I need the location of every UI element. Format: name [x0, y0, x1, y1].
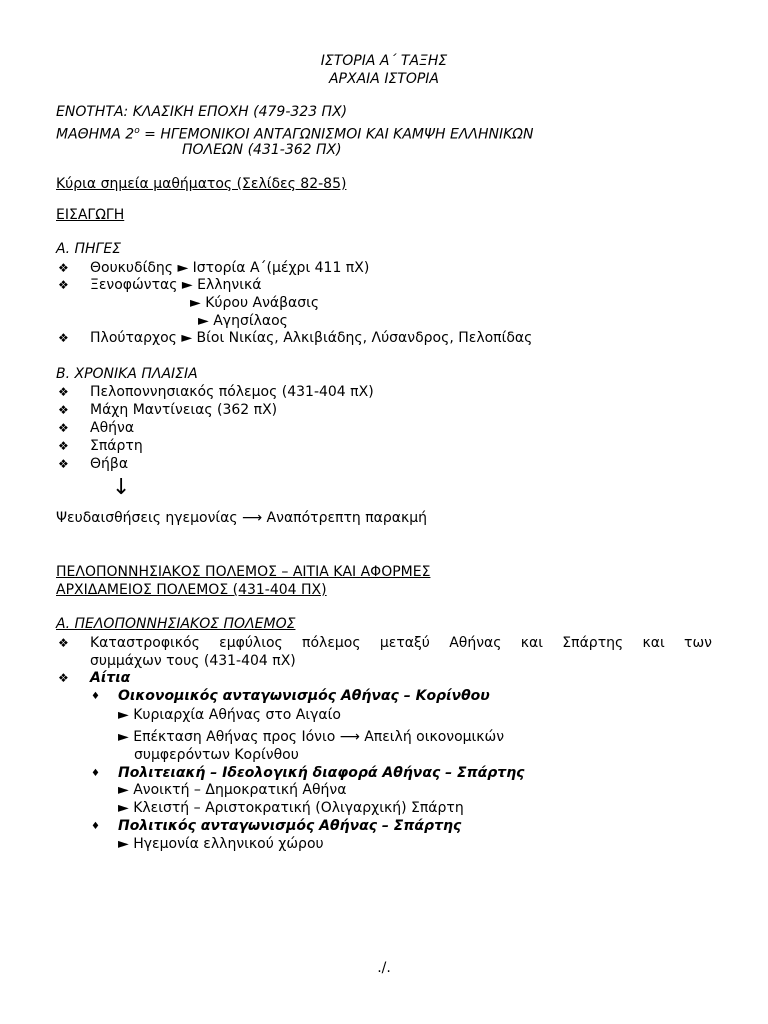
source-xenophon-agesilaus: ► Αγησίλαος — [198, 313, 288, 329]
lesson-sup: ο — [134, 126, 140, 136]
cause-ideological: Πολιτειακή – Ιδεολογική διαφορά Αθήνας – Σπάρτης — [118, 765, 525, 781]
cause-economic-point: ► Επέκταση Αθήνας προς Ιόνιο ⟶ Απειλή οικονομικών — [118, 729, 505, 745]
frame-item: Αθήνα — [90, 420, 135, 436]
sources-heading: Α. ΠΗΓΕΣ — [56, 241, 122, 257]
bullet-icon: ❖ — [58, 261, 69, 275]
intro-heading: ΕΙΣΑΓΩΓΗ — [56, 207, 125, 223]
cause-political-point: ► Ηγεμονία ελληνικού χώρου — [118, 836, 324, 852]
diamond-icon: ♦ — [91, 691, 100, 702]
lesson-title: = ΗΓΕΜΟΝΙΚΟΙ ΑΝΤΑΓΩΝΙΣΜΟΙ ΚΑΙ ΚΑΜΨΗ ΕΛΛΗΝΙΚΩΝ — [139, 126, 534, 143]
frames-heading: Β. ΧΡΟΝΙΚΑ ΠΛΑΙΣΙΑ — [56, 366, 198, 382]
cause-ideological-point: ► Κλειστή – Αριστοκρατική (Ολιγαρχική) Σπάρτη — [118, 800, 464, 816]
archidamian-heading: ΑΡΧΙΔΑΜΕΙΟΣ ΠΟΛΕΜΟΣ (431-404 ΠΧ) — [56, 582, 327, 598]
bullet-icon: ❖ — [58, 439, 69, 453]
diamond-icon: ♦ — [91, 821, 100, 832]
lesson-prefix: ΜΑΘΗΜΑ 2 — [56, 126, 135, 143]
frame-item: Σπάρτη — [90, 438, 143, 454]
bullet-icon: ❖ — [58, 421, 69, 435]
bullet-icon: ❖ — [58, 385, 69, 399]
frame-item: Πελοποννησιακός πόλεμος (431-404 πΧ) — [90, 384, 374, 400]
cause-political: Πολιτικός ανταγωνισμός Αθήνας – Σπάρτης — [118, 818, 462, 834]
causes-label: Αίτια — [90, 670, 131, 686]
source-xenophon-anabasis: ► Κύρου Ανάβασις — [190, 295, 320, 311]
unit-line: ΕΝΟΤΗΤΑ: ΚΛΑΣΙΚΗ ΕΠΟΧΗ (479-323 ΠΧ) — [56, 104, 348, 120]
bullet-icon: ❖ — [58, 278, 69, 292]
lesson-line-cont: ΠΟΛΕΩΝ (431-362 ΠΧ) — [182, 142, 342, 158]
page-continuation: ./. — [377, 960, 391, 976]
cause-economic-point: ► Κυριαρχία Αθήνας στο Αιγαίο — [118, 707, 341, 723]
source-xenophon: Ξενοφώντας ► Ελληνικά — [90, 277, 262, 293]
cause-economic: Οικονομικός ανταγωνισμός Αθήνας – Κορίνθου — [118, 688, 490, 704]
source-thucydides: Θουκυδίδης ► Ιστορία Α΄(μέχρι 411 πΧ) — [90, 260, 370, 276]
frame-item: Μάχη Μαντίνειας (362 πΧ) — [90, 402, 278, 418]
frame-item: Θήβα — [90, 456, 129, 472]
main-points-heading: Κύρια σημεία μαθήματος (Σελίδες 82-85) — [56, 176, 347, 192]
bullet-icon: ❖ — [58, 636, 69, 650]
cause-ideological-point: ► Ανοικτή – Δημοκρατική Αθήνα — [118, 782, 347, 798]
bullet-icon: ❖ — [58, 403, 69, 417]
bullet-icon: ❖ — [58, 457, 69, 471]
bullet-icon: ❖ — [58, 331, 69, 345]
war-description-cont: συμμάχων τους (431-404 πΧ) — [90, 653, 296, 669]
down-arrow-icon: ↓ — [112, 475, 131, 500]
illusions-conclusion: Ψευδαισθήσεις ηγεμονίας ⟶ Αναπότρεπτη παρακμή — [56, 510, 428, 526]
section-a-heading: Α. ΠΕΛΟΠΟΝΝΗΣΙΑΚΟΣ ΠΟΛΕΜΟΣ — [56, 616, 296, 632]
title-line-2: ΑΡΧΑΙΑ ΙΣΤΟΡΙΑ — [328, 71, 440, 87]
cause-economic-point-cont: συμφερόντων Κορίνθου — [134, 747, 299, 763]
war-description: Καταστροφικός εμφύλιος πόλεμος μεταξύ Αθήνας και Σπάρτης και των — [90, 635, 712, 651]
bullet-icon: ❖ — [58, 671, 69, 685]
war-heading: ΠΕΛΟΠΟΝΝΗΣΙΑΚΟΣ ΠΟΛΕΜΟΣ – ΑΙΤΙΑ ΚΑΙ ΑΦΟΡΜΕΣ — [56, 564, 431, 580]
title-line-1: ΙΣΤΟΡΙΑ Α΄ ΤΑΞΗΣ — [320, 53, 448, 69]
source-plutarch: Πλούταρχος ► Βίοι Νικίας, Αλκιβιάδης, Λύσανδρος, Πελοπίδας — [90, 330, 533, 346]
diamond-icon: ♦ — [91, 768, 100, 779]
lesson-line — [56, 123, 533, 144]
